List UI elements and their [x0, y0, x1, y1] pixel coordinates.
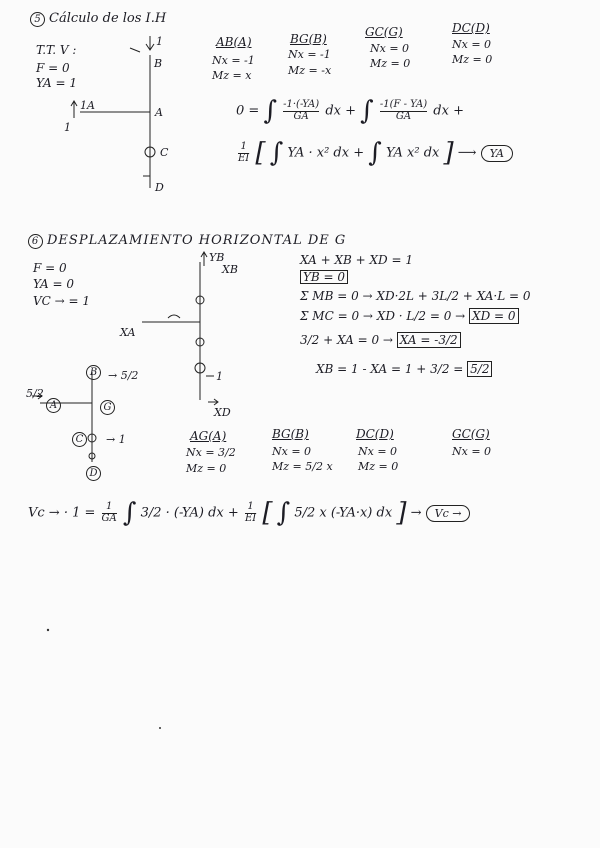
s6-node-c-label: C [72, 432, 87, 447]
s6-col-0-mz: Mz = 0 [186, 462, 227, 475]
s5-eq-plus3: + [353, 145, 365, 161]
s6-eq-0: XA + XB + XD = 1 [300, 253, 413, 267]
s5-eq-dx2: dx [433, 103, 449, 119]
s5-eq-l2-num: 1 [238, 142, 249, 154]
s6-boxed-xb: 5/2 [467, 361, 492, 377]
section6-title: DESPLAZAMIENTO HORIZONTAL DE G [47, 233, 347, 248]
s6-node-b-label: B [86, 365, 101, 380]
s5-eq-l2-den: EI [238, 152, 250, 164]
integral-sign: ∫ [269, 138, 284, 168]
s6-col-0-header: AG(A) [190, 429, 227, 443]
s5-eq-lhs: 0 = [236, 103, 260, 119]
s6-final-t1: 3/2 · (-YA) dx [140, 505, 224, 521]
s6-load-b: → 5/2 [108, 369, 139, 382]
section6-number: 6 [28, 234, 43, 249]
s6-xd: XD [214, 406, 231, 419]
s6-eq-3: Σ MC = 0 → XD · L/2 = 0 → [300, 309, 466, 323]
s6-col-0-nx: Nx = 3/2 [186, 446, 236, 459]
s5-known-1: F = 0 [36, 61, 70, 75]
s6-boxed-yb: YB = 0 [300, 270, 348, 284]
s5-top-load: 1 [156, 35, 163, 48]
s5-eq-result: YA [481, 145, 513, 162]
s5-known-2: YA = 1 [36, 76, 77, 90]
section5-number: 5 [30, 12, 45, 27]
bracket-open: [ [255, 138, 266, 168]
s5-label-c: C [160, 146, 169, 159]
s6-col-1-mz: Mz = 5/2 x [272, 460, 333, 473]
s5-col-2-mz: Mz = 0 [370, 57, 411, 70]
s6-col-3-header: GC(G) [452, 427, 490, 441]
s6-boxed-xa: XA = -3/2 [397, 332, 461, 348]
s6-known-2: VC → = 1 [33, 294, 91, 308]
s6-known-0: F = 0 [33, 261, 67, 275]
s5-eq-term4: YA x² dx [385, 145, 440, 161]
s5-col-0-header: AB(A) [216, 35, 252, 49]
s6-left-load: 5/2 [26, 387, 44, 400]
s5-eq-plus1: + [345, 103, 357, 119]
s6-eq-5: XB = 1 - XA = 1 + 3/2 = [316, 362, 464, 376]
s5-col-0-mz: Mz = x [212, 69, 252, 82]
s6-node-a-label: A [46, 398, 61, 413]
s6-col-2-nx: Nx = 0 [358, 445, 398, 458]
s6-col-1-header: BG(B) [272, 427, 309, 441]
s5-eq-int1-den: GA [293, 110, 309, 122]
arrow-right-icon: ⟶ [457, 145, 477, 161]
s5-col-1-mz: Mz = -x [288, 64, 332, 77]
s5-eq-dx1: dx [325, 103, 341, 119]
s6-load-c: → 1 [106, 433, 126, 446]
s5-label-b: B [154, 57, 163, 70]
s6-final-arrow: → [410, 505, 422, 521]
s5-col-0-nx: Nx = -1 [212, 54, 255, 67]
s6-col-2-header: DC(D) [356, 427, 394, 441]
bracket-open: [ [262, 498, 273, 528]
s5-col-3-header: DC(D) [452, 21, 490, 35]
s6-final-result: Vc → [426, 505, 471, 522]
s6-node-g-label: G [100, 400, 115, 415]
s6-yb: YB [209, 251, 225, 264]
integral-sign: ∫ [276, 498, 291, 528]
s5-eq-term3: YA · x² dx [287, 145, 350, 161]
s6-final-plus: + [227, 505, 239, 521]
s6-xb: XB [222, 263, 238, 276]
integral-sign: ∫ [122, 498, 137, 528]
s6-final-t2: 5/2 x (-YA·x) dx [294, 505, 393, 521]
s5-label-a-force: 1A [80, 99, 95, 112]
s5-col-1-nx: Nx = -1 [288, 48, 331, 61]
s5-eq-int2-num: -1(F - YA) [379, 99, 428, 110]
integral-sign: ∫ [360, 96, 374, 126]
s5-label-d: D [155, 181, 164, 194]
s6-final-f2-num: 1 [245, 502, 256, 514]
s6-one: 1 [216, 370, 223, 383]
s6-eq-4: 3/2 + XA = 0 → [300, 333, 393, 347]
s6-col-2-mz: Mz = 0 [358, 460, 399, 473]
s6-xa: XA [120, 326, 136, 339]
s6-col-3-nx: Nx = 0 [452, 445, 492, 458]
s6-node-d-label: D [86, 466, 101, 481]
bracket-close: ] [443, 138, 454, 168]
s5-col-3-nx: Nx = 0 [452, 38, 492, 51]
s5-left-num: 1 [64, 121, 71, 134]
integral-sign: ∫ [263, 96, 277, 126]
integral-sign: ∫ [368, 138, 382, 168]
s6-eq-2: Σ MB = 0 → XD·2L + 3L/2 + XA·L = 0 [300, 289, 531, 303]
s6-col-1-nx: Nx = 0 [272, 445, 312, 458]
bracket-close: ] [396, 498, 407, 528]
section5-title: Cálculo de los I.H [49, 11, 167, 26]
s5-eq-int1-num: -1·(-YA) [283, 99, 320, 110]
s5-eq-int2-den: GA [395, 110, 412, 122]
s6-final-f2-den: EI [244, 512, 257, 524]
s6-final-f1-num: 1 [102, 502, 117, 514]
s6-final-lhs: Vc → · 1 = [28, 505, 96, 521]
s5-col-3-mz: Mz = 0 [452, 53, 493, 66]
s6-final-f1-den: GA [101, 512, 117, 524]
s5-known-0: T.T. V : [36, 43, 77, 57]
s5-col-1-header: BG(B) [290, 32, 327, 46]
s5-col-2-nx: Nx = 0 [370, 42, 410, 55]
s6-known-1: YA = 0 [33, 277, 74, 291]
s5-eq-plus2: + [453, 103, 464, 119]
s6-boxed-xd: XD = 0 [469, 308, 518, 324]
s5-label-a: A [155, 106, 163, 119]
s5-col-2-header: GC(G) [365, 25, 403, 39]
